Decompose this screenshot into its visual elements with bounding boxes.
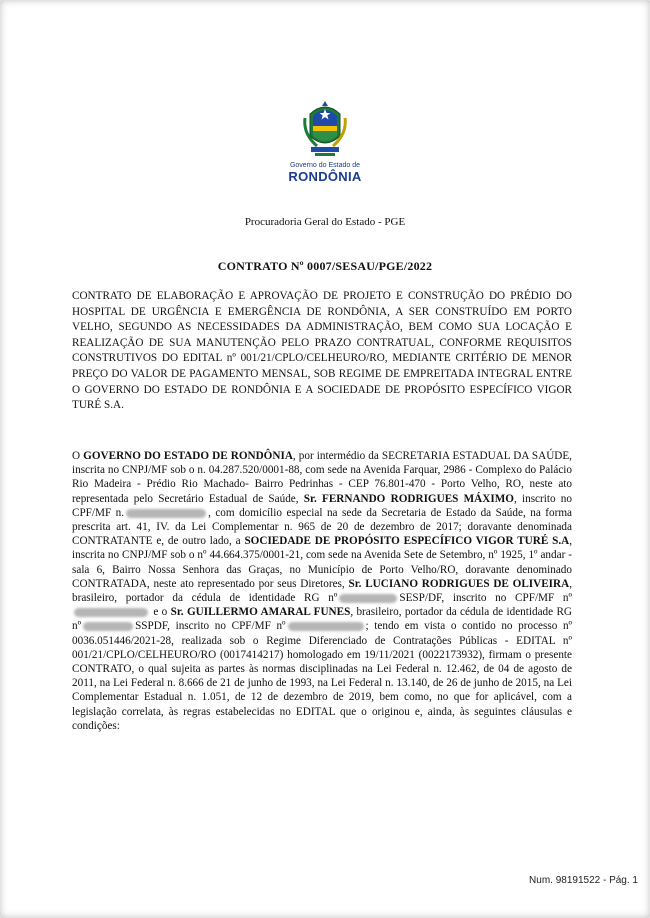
body-bold-text: Sr. GUILLERMO AMARAL FUNES (170, 606, 351, 619)
contract-title: CONTRATO Nº 0007/SESAU/PGE/2022 (217, 259, 433, 273)
body-text: e o (150, 606, 171, 619)
redacted-cpf (74, 608, 148, 617)
body-text: O (72, 450, 84, 462)
body-text: , brasileiro, portador da cédula de identidade RG nº (72, 577, 572, 605)
organization-name: Procuradoria Geral do Estado - PGE (244, 216, 406, 228)
body-bold-text: GOVERNO DO ESTADO DE RONDÔNIA (83, 450, 293, 462)
logo-subtitle: Governo do Estado de (289, 162, 361, 169)
redacted-cpf (288, 622, 364, 631)
body-text: , inscrito no CPF/MF n. (72, 492, 572, 519)
body-text: , com domicílio especial na sede da Secretaria de Estado da Saúde, na forma prescrita art. 41, IV. da Lei Complementar n. 965 de 20 de dezembro de 2017; doravante denominada CONTRATANTE e, de outro lado, a (72, 506, 572, 548)
body-text: SSPDF, inscrito no CPF/MF nº (135, 620, 286, 633)
rondonia-coat-of-arms-icon (301, 100, 349, 162)
contract-parties-paragraph (72, 449, 572, 733)
redacted-rg (83, 622, 133, 631)
body-text: , por intermédio da SECRETARIA ESTADUAL DA SAÚDE, inscrita no CNPJ/MF sob o n. 04.287.520/0001-88, com sede na Avenida Farquar, 2986 - Complexo do Palácio Rio Madeira - Prédio Rio Machado- Bairro Pedrinhas - CEP 76.801-470 - Porto Velho, RO, neste ato representada pelo Secretário Estadual de Saúde, (72, 450, 572, 505)
body-text: SESP/DF, inscrito no CPF/MF nº (399, 592, 572, 605)
government-logo (250, 100, 400, 184)
body-text: , inscrita no CNPJ/MF sob o nº 44.664.375/0001-21, com sede na Avenida Sete de Setembro, nº 1925, 1º andar - sala 6, Bairro Nossa Senhora das Graças, no Município de Porto Velho/RO, doravante denominado CONTRATADA, neste ato representado por seus Diretores, (72, 535, 573, 590)
logo-state-name: RONDÔNIA (288, 169, 362, 184)
page-footer-reference: Num. 98191522 - Pág. 1 (529, 875, 638, 886)
redacted-cpf (126, 509, 206, 518)
body-bold-text: SOCIEDADE DE PROPÓSITO ESPECÍFICO VIGOR TURÉ S.A (244, 535, 570, 548)
body-text: ; tendo em vista o contido no processo nº 0036.051446/2021-28, realizada sob o Regime Diferenciado de Contratações Públicas - EDITAL nº 001/21/CPLO/CELHEURO/RO (0017414217) homologado em 19/11/2021 (0022173932), firmam o presente CONTRATO, o qual sujeita as partes às normas disciplinadas na Lei Federal n. 12.462, de 04 de agosto de 2011, na Lei Federal n. 8.666 de 21 de junho de 1993, na Lei Federal n. 13.140, de 26 de junho de 2015, na Lei Complementar Estadual n. 1.051, de 12 de dezembro de 2019, bem como, no que for aplicável, com a legislação correlata, às regras estabelecidas no EDITAL que o originou e, ainda, às seguintes cláusulas e condições: (72, 620, 573, 732)
contract-object-paragraph: CONTRATO DE ELABORAÇÃO E APROVAÇÃO DE PROJETO E CONSTRUÇÃO DO PRÉDIO DO HOSPITAL DE URGÊNCIA E EMERGÊNCIA DE RONDÔNIA, A SER CONSTRUÍDO EM PORTO VELHO, SEGUNDO AS NECESSIDADES DA ADMINISTRAÇÃO, BEM COMO SUA LOCAÇÃO E REALIZAÇÃO DE SUA MANUTENÇÃO PELO PRAZO CONTRATUAL, CONFORME REQUISITOS CONSTRUTIVOS DO EDITAL nº 001/21/CPLO/CELHEURO/RO, MEDIANTE CRITÉRIO DE MENOR PREÇO DO VALOR DE PAGAMENTO MENSAL, SOB REGIME DE EMPREITADA INTEGRAL ENTRE O GOVERNO DO ESTADO DE RONDÔNIA E A SOCIEDADE DE PROPÓSITO ESPECÍFICO VIGOR TURÉ S.A. (72, 290, 572, 412)
body-bold-text: Sr. FERNANDO RODRIGUES MÁXIMO (303, 492, 514, 505)
body-bold-text: Sr. LUCIANO RODRIGUES DE OLIVEIRA (348, 577, 570, 590)
redacted-rg (339, 594, 397, 603)
body-text: , brasileiro, portador da cédula de identidade RG nº (72, 606, 572, 633)
